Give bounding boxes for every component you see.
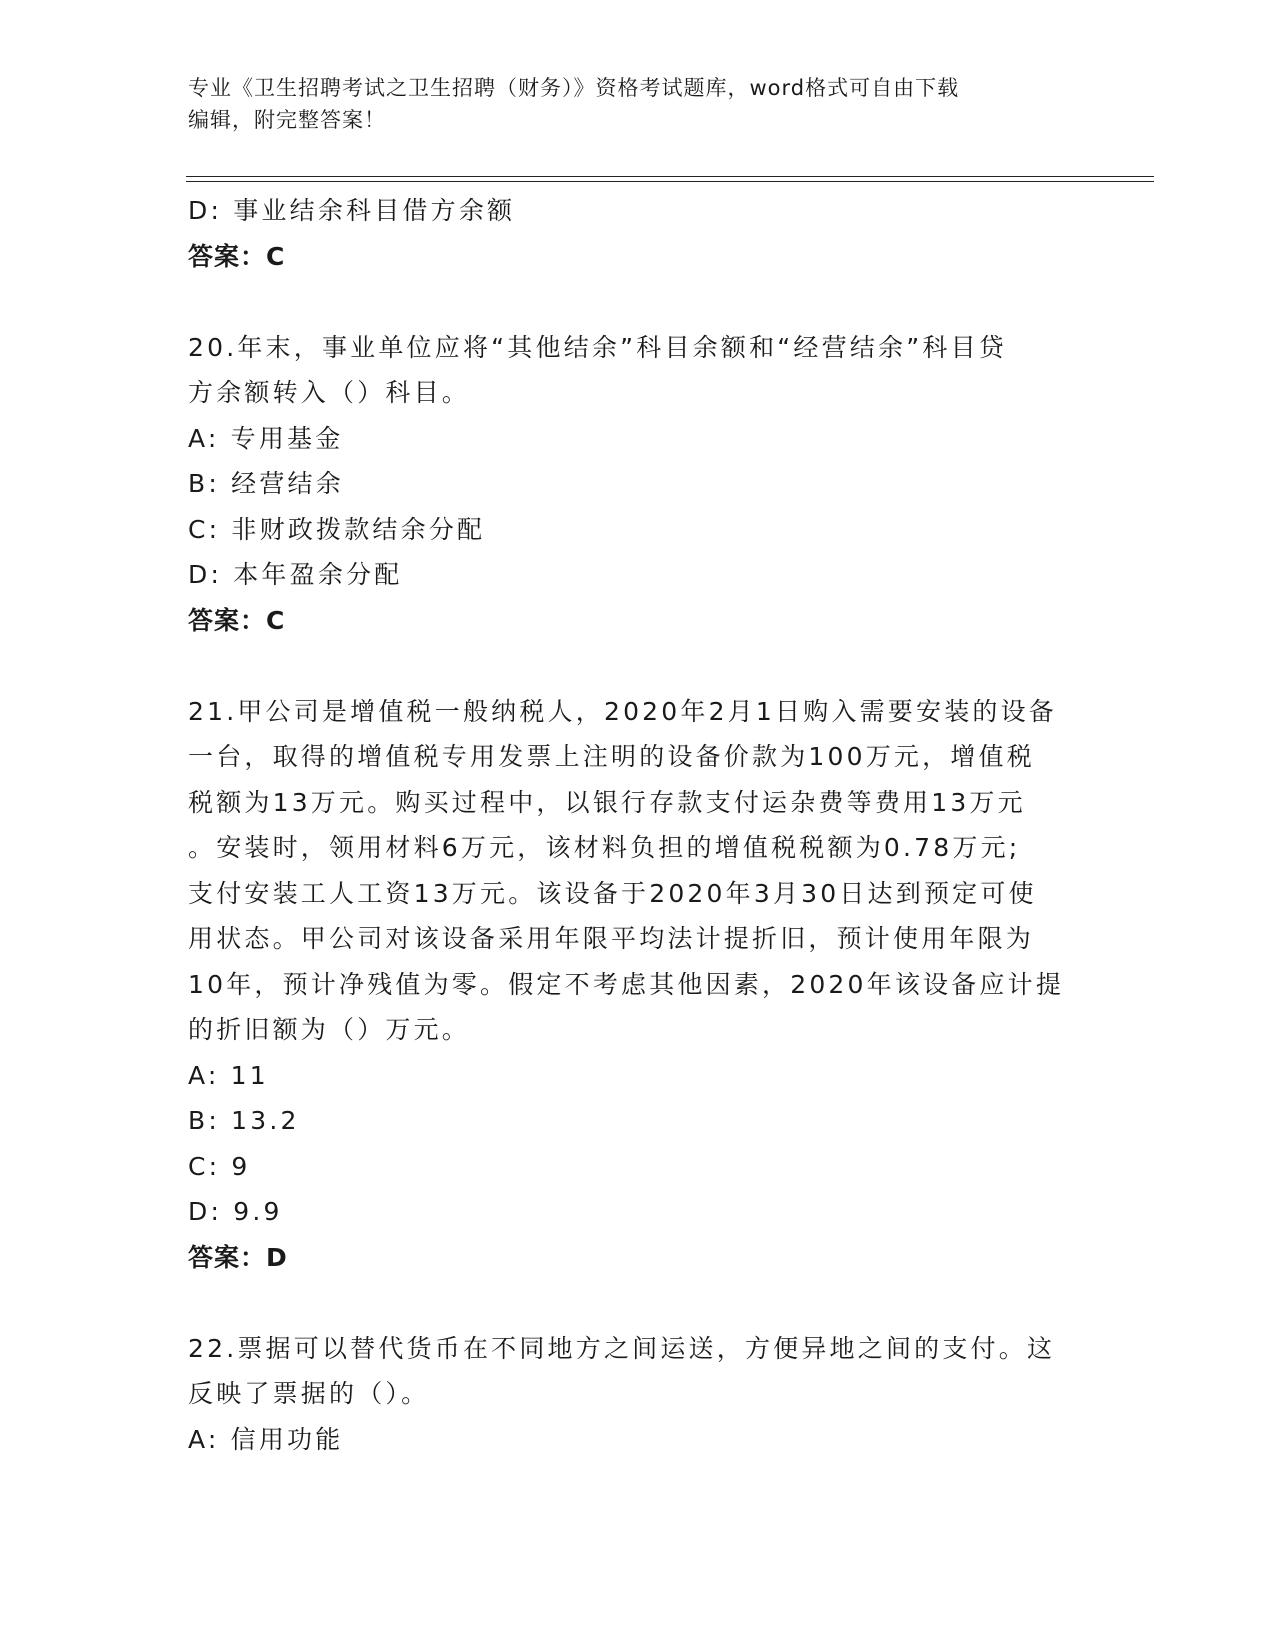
prev-option-d: D: 事业结余科目借方余额	[188, 196, 516, 225]
option-d: D: 本年盈余分配	[188, 560, 403, 589]
question-stem-line: 21.甲公司是增值税一般纳税人，2020年2月1日购入需要安装的设备	[188, 696, 1057, 726]
header-divider-top	[186, 176, 1154, 177]
question-stem-line: 支付安装工人工资13万元。该设备于2020年3月30日达到预定可使	[188, 878, 1037, 908]
answer: 答案：C	[188, 605, 286, 635]
question-stem-line: 20.年末，事业单位应将“其他结余”科目余额和“经营结余”科目贷	[188, 332, 1007, 362]
question-stem-line: 税额为13万元。购买过程中，以银行存款支付运杂费等费用13万元	[188, 787, 1026, 817]
option-b: B: 13.2	[188, 1106, 300, 1135]
question-content	[188, 188, 1088, 1462]
question-stem-line: 22.票据可以替代货币在不同地方之间运送，方便异地之间的支付。这	[188, 1333, 1056, 1363]
question-stem-line: 反映了票据的（）。	[188, 1379, 430, 1408]
document-header	[188, 72, 1088, 136]
option-b: B: 经营结余	[188, 469, 344, 498]
question-stem-line: 方余额转入（）科目。	[188, 378, 471, 407]
question-stem-line: 用状态。甲公司对该设备采用年限平均法计提折旧，预计使用年限为	[188, 924, 1035, 953]
prev-answer: 答案：C	[188, 241, 286, 271]
option-c: C: 9	[188, 1151, 251, 1181]
spacer	[188, 279, 1088, 325]
question-stem-line: 。安装时，领用材料6万元，该材料负担的增值税税额为0.78万元;	[188, 833, 1021, 862]
option-a: A: 信用功能	[188, 1424, 344, 1454]
spacer	[188, 643, 1088, 689]
header-line-2: 编辑，附完整答案！	[188, 108, 386, 132]
option-a: A: 专用基金	[188, 423, 344, 453]
option-d: D: 9.9	[188, 1197, 283, 1226]
question-stem-line: 一台，取得的增值税专用发票上注明的设备价款为100万元，增值税	[188, 742, 1035, 771]
answer: 答案：D	[188, 1242, 288, 1272]
option-c: C: 非财政拨款结余分配	[188, 514, 486, 544]
option-a: A: 11	[188, 1060, 269, 1090]
question-20	[188, 325, 1088, 644]
header-divider-bottom	[186, 181, 1154, 182]
question-stem-line: 10年，预计净残值为零。假定不考虑其他因素，2020年该设备应计提	[188, 969, 1065, 999]
question-21	[188, 689, 1088, 1281]
header-line-1: 专业《卫生招聘考试之卫生招聘（财务）》资格考试题库，word格式可自由下载	[188, 76, 960, 100]
question-stem-line: 的折旧额为（）万元。	[188, 1015, 471, 1044]
question-22	[188, 1326, 1088, 1463]
spacer	[188, 1280, 1088, 1326]
